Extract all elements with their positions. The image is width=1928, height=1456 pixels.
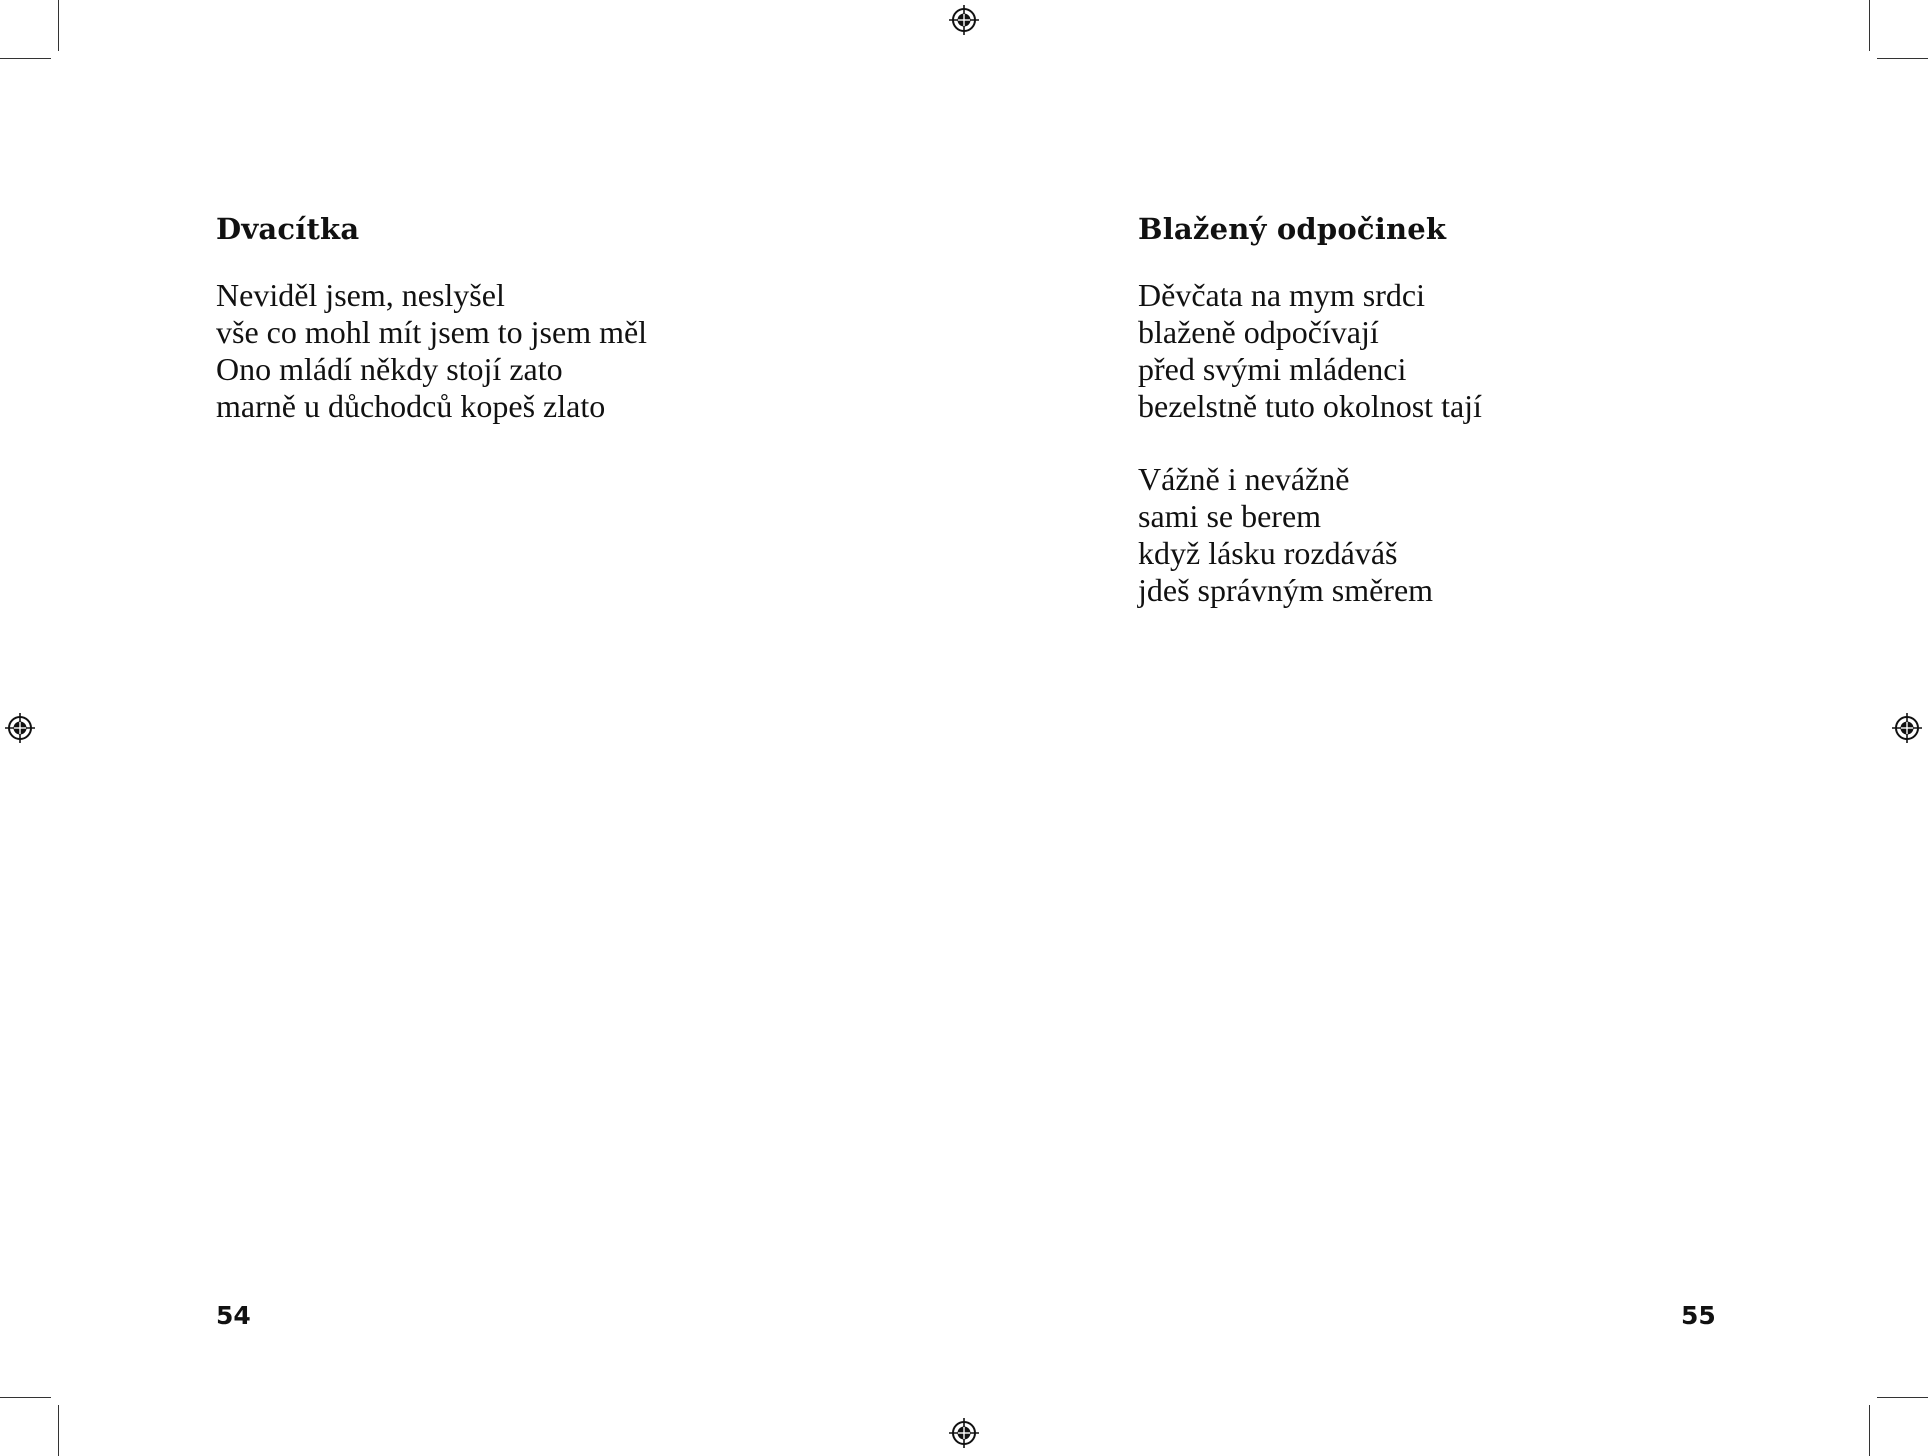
poem-title: Blažený odpočinek bbox=[1138, 212, 1447, 246]
registration-target-icon bbox=[949, 5, 979, 35]
poem-title: Dvacítka bbox=[216, 212, 360, 246]
page-number: 54 bbox=[216, 1301, 251, 1330]
verse-line: sami se berem bbox=[1138, 498, 1322, 534]
verse-line: blaženě odpočívají bbox=[1138, 314, 1379, 350]
verse-line: před svými mládenci bbox=[1138, 351, 1407, 387]
registration-target-icon bbox=[5, 713, 35, 743]
right-page bbox=[964, 0, 1928, 1456]
poem-blazeny-odpocinek bbox=[1138, 205, 1482, 645]
crop-mark-top-left-horizontal bbox=[0, 58, 51, 59]
crop-mark-bottom-right-vertical bbox=[1869, 1405, 1870, 1456]
crop-mark-bottom-right-horizontal bbox=[1877, 1397, 1928, 1398]
verse-line: Ono mládí někdy stojí zato bbox=[216, 351, 563, 387]
registration-target-icon bbox=[1892, 713, 1922, 743]
verse-line: Vážně i nevážně bbox=[1138, 461, 1350, 497]
verse-line: Děvčata na mym srdci bbox=[1138, 277, 1425, 313]
stanza bbox=[216, 277, 647, 425]
crop-mark-bottom-left-horizontal bbox=[0, 1397, 51, 1398]
crop-mark-top-right-vertical bbox=[1869, 0, 1870, 51]
verse-line: Neviděl jsem, neslyšel bbox=[216, 277, 505, 313]
page-number: 55 bbox=[1681, 1301, 1716, 1330]
crop-mark-top-right-horizontal bbox=[1877, 58, 1928, 59]
crop-mark-top-left-vertical bbox=[58, 0, 59, 51]
crop-mark-bottom-left-vertical bbox=[58, 1405, 59, 1456]
poem-dvacitka bbox=[216, 205, 647, 461]
registration-target-icon bbox=[949, 1418, 979, 1448]
verse-line: vše co mohl mít jsem to jsem měl bbox=[216, 314, 648, 350]
stanza bbox=[1138, 461, 1482, 609]
verse-line: jdeš správným směrem bbox=[1138, 572, 1434, 608]
verse-line: marně u důchodců kopeš zlato bbox=[216, 388, 606, 424]
stanza bbox=[1138, 277, 1482, 425]
verse-line: když lásku rozdáváš bbox=[1138, 535, 1398, 571]
verse-line: bezelstně tuto okolnost tají bbox=[1138, 388, 1482, 424]
